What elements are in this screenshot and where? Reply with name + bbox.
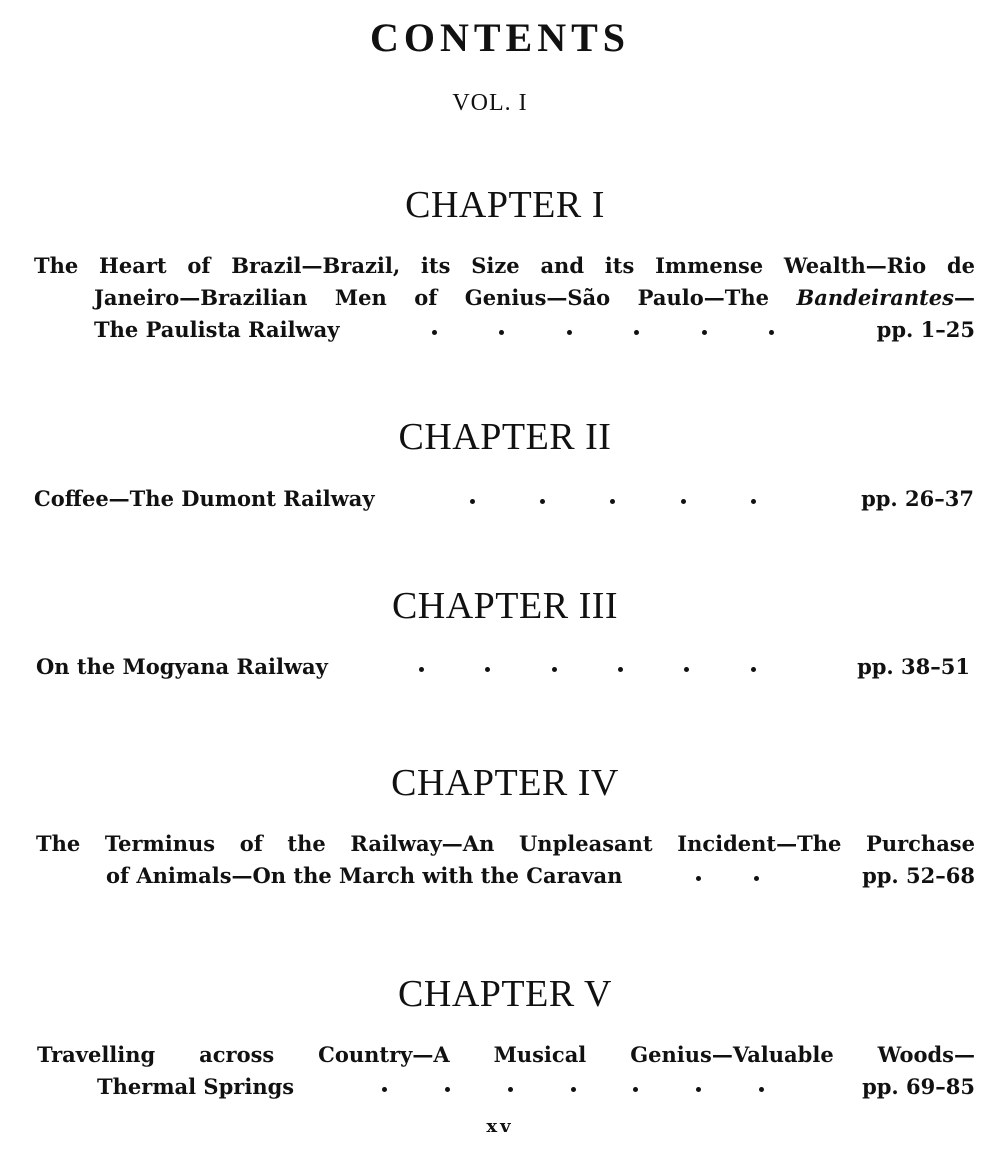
page-title: CONTENTS [369,15,631,60]
chapter-summary [36,828,975,892]
chapter-heading: CHAPTER V [398,973,612,1015]
dot-leader [328,669,857,674]
chapter-summary [34,483,974,515]
italic-term: Bandeirantes [796,285,954,310]
dot-leader [622,878,862,883]
page-range: pp. 69–85 [862,1074,975,1099]
summary-line: The Terminus of the Railway—An Unpleasant Incident—The Purchase [36,831,975,856]
summary-line: The Paulista Railway [94,317,340,342]
summary-line: On the Mogyana Railway [36,654,328,679]
page-range: pp. 1–25 [876,317,975,342]
summary-line-with-pages [34,314,975,346]
summary-line: Travelling across Country—A Musical Genius—Valuable Woods— [37,1042,975,1067]
summary-line: of Animals—On the March with the Caravan [106,863,623,888]
chapter-heading: CHAPTER I [405,184,605,226]
dot-leader [339,332,876,337]
summary-line [34,282,975,314]
dot-leader [294,1089,862,1094]
summary-line: Coffee—The Dumont Railway [34,486,375,511]
summary-line-with-pages [34,483,974,515]
summary-line-text-b: — [954,285,975,310]
page-range: pp. 38–51 [857,654,970,679]
summary-line: Thermal Springs [97,1074,295,1099]
summary-line-text-a: Janeiro—Brazilian Men of Genius—São Paulo—The [94,285,797,310]
summary-line-with-pages [36,860,975,892]
page-number: xv [486,1116,514,1137]
summary-line-with-pages [37,1071,975,1103]
chapter-summary [36,651,970,683]
dot-leader [375,501,861,506]
chapter-heading: CHAPTER IV [391,762,619,804]
chapter-heading: CHAPTER II [398,416,612,458]
summary-line-with-pages [36,651,970,683]
chapter-heading: CHAPTER III [391,585,619,627]
page-range: pp. 26–37 [861,486,974,511]
chapter-summary [37,1039,975,1103]
chapter-summary [34,250,975,346]
summary-line: The Heart of Brazil—Brazil, its Size and its Immense Wealth—Rio de [34,253,975,278]
page-range: pp. 52–68 [862,863,975,888]
volume-label: VOL. I [452,90,528,116]
